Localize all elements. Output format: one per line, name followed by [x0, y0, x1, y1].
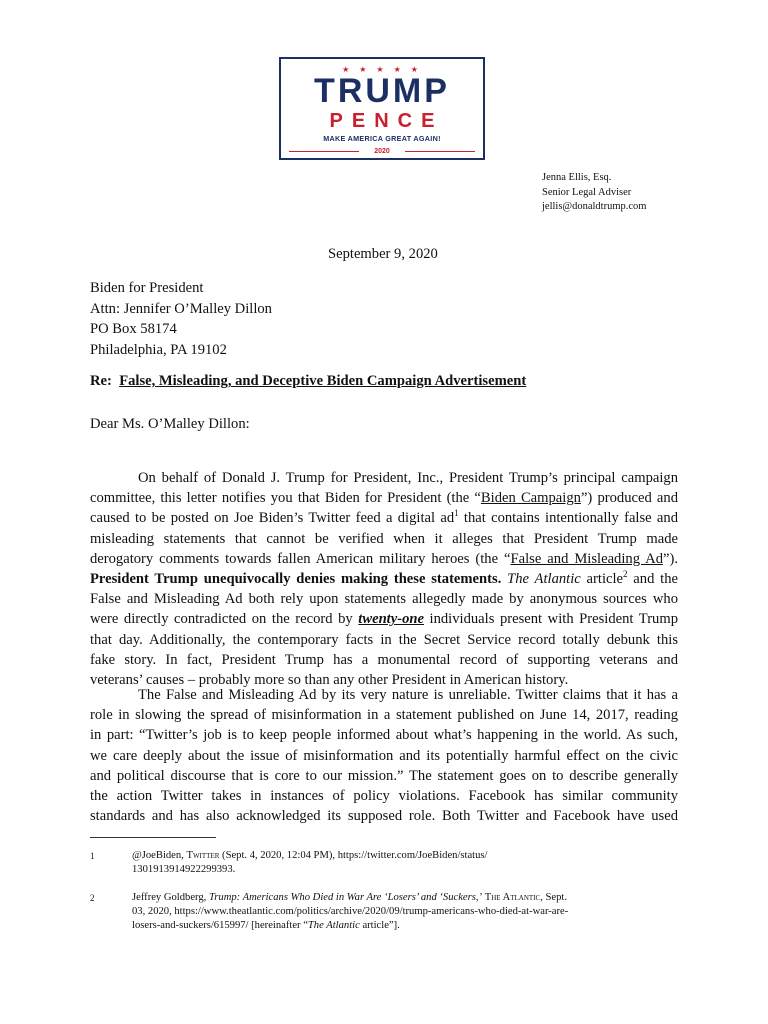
logo-slogan: MAKE AMERICA GREAT AGAIN!	[323, 134, 441, 143]
footnote-ref-2: 2	[623, 569, 628, 580]
recipient-attn: Attn: Jennifer O’Malley Dillon	[90, 300, 272, 317]
p1-line: derogatory comments towards fallen American military heroes (the “False and Misleading Ad”).	[90, 550, 678, 567]
paragraph-2	[90, 685, 678, 826]
p2-line: the action Twitter takes in instances of policy violations. Facebook has similar community	[90, 787, 678, 804]
footnote-number: 1	[90, 851, 95, 861]
logo-year-row	[289, 147, 475, 157]
footnote-number: 2	[90, 893, 95, 903]
re-subject: False, Misleading, and Deceptive Biden Campaign Advertisement	[119, 373, 527, 389]
footnote-2	[90, 891, 680, 935]
recipient-org: Biden for President	[90, 280, 204, 296]
p2-line: standards and has also acknowledged its supposed role. Both Twitter and Facebook have used	[90, 808, 678, 825]
p1-line: caused to be posted on Joe Biden’s Twitter feed a digital $ad^1$ that contains intentionally false and	[90, 508, 678, 527]
denial-statement: President Trump unequivocally denies making these statements.	[90, 570, 502, 587]
footnote-separator	[90, 837, 216, 838]
salutation: Dear Ms. O’Malley Dillon:	[90, 416, 250, 432]
p1-line: President Trump unequivocally denies making these statements. The Atlantic article$^2$ and the	[90, 569, 678, 587]
sender-name: Jenna Ellis, Esq.	[542, 172, 612, 183]
p1-line: were directly contradicted on the record by twenty-one individuals present with President Trump	[90, 611, 678, 628]
p2-line: in part: “Twitter’s job is to keep people informed about what’s happening in the world. As such,	[90, 727, 678, 744]
re-label: Re:	[90, 373, 112, 389]
p2-line: The False and Misleading Ad by its very nature is unreliable. Twitter claims that it has a	[138, 687, 678, 703]
twenty-one-emphasis: twenty-one	[358, 611, 424, 628]
p2-line: role in slowing the spread of misinformation in a statement published on June 14, 2017, reading	[90, 707, 678, 724]
subject-line	[90, 371, 526, 391]
p2-line: we care deeply about the issue of misinformation and its potentially harmful effect on the civic	[90, 747, 678, 764]
logo-year: 2020	[374, 148, 390, 155]
p1-line: On behalf of Donald J. Trump for President, Inc., President Trump’s principal campaign	[138, 470, 678, 486]
p1-line: fake story. In fact, President Trump has a monumental record of supporting veterans and	[90, 651, 678, 668]
campaign-logo	[279, 57, 485, 160]
biden-campaign-term: Biden Campaign	[480, 490, 581, 507]
p1-line: that day. Additionally, the contemporary facts in the Secret Service record totally debunk this	[90, 631, 678, 648]
p1-line: committee, this letter notifies you that Biden for President (the “Biden Campaign”) produced and	[90, 490, 678, 507]
footnote-1	[90, 849, 680, 879]
p1-line: veterans’ causes – probably more so than any other President in American history.	[90, 671, 569, 688]
sender-title: Senior Legal Adviser	[542, 186, 632, 198]
footnote-text: Jeffrey Goldberg, Trump: Americans Who Died in War Are ‘Losers’ and ‘Suckers,’ The Atlantic, Sept. 03, 2020, https://www.theatlantic.com/politics/archive/2020/09/trump-americans-who-died-at-war-are- losers-and-suckers/615997/ [hereinafter “The Atlantic article”].	[132, 892, 569, 931]
p1-line: False and Misleading Ad both rely upon statements allegedly made by anonymous sources who	[90, 591, 678, 608]
logo-rule-right	[405, 151, 475, 152]
letter-date: September 9, 2020	[328, 246, 438, 262]
recipient-address	[90, 278, 272, 360]
logo-trump-text: TRUMP	[314, 72, 450, 110]
footnote-ref-1: 1	[454, 508, 459, 519]
paragraph-1	[90, 468, 678, 690]
sender-block	[542, 171, 646, 215]
footnote-text: @JoeBiden, Twitter (Sept. 4, 2020, 12:04 PM), https://twitter.com/JoeBiden/status/ 1301913914922299393.	[132, 850, 488, 875]
sender-email: jellis@donaldtrump.com	[542, 201, 647, 212]
logo-stars: ★ ★ ★ ★ ★	[342, 65, 422, 74]
recipient-city: Philadelphia, PA 19102	[90, 341, 227, 358]
p2-line: and political discourse that is core to our mission.” The statement goes on to describe generally	[90, 767, 678, 784]
logo-pence-text: PENCE	[329, 110, 444, 132]
p1-line: misleading statements that cannot be verified when it alleges that President Trump made	[90, 530, 678, 547]
recipient-box: PO Box 58174	[90, 321, 177, 337]
false-misleading-ad-term: False and Misleading Ad	[510, 550, 663, 567]
